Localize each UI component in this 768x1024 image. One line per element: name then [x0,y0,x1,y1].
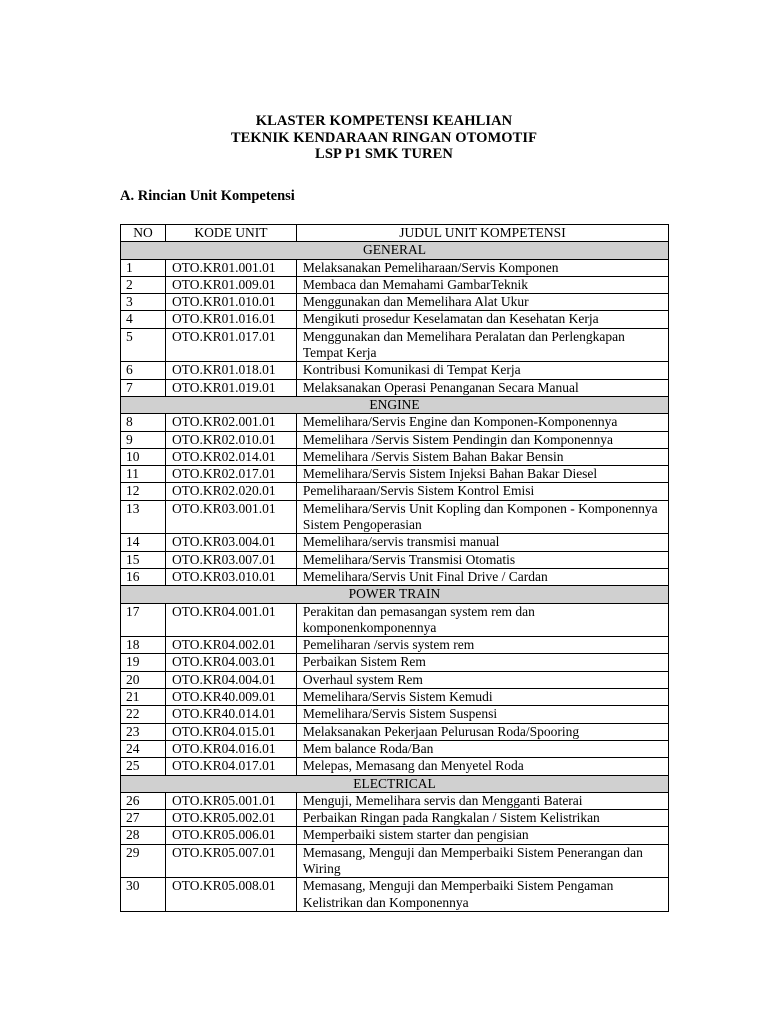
cell-kode-unit: OTO.KR05.007.01 [165,844,296,878]
cell-judul-unit: Memelihara/Servis Transmisi Otomatis [296,551,668,568]
table-row [121,534,669,551]
table-row [121,758,669,775]
cell-no: 23 [121,723,166,740]
cell-kode-unit: OTO.KR02.010.01 [165,431,296,448]
cell-kode-unit: OTO.KR04.003.01 [165,654,296,671]
title-line-3: LSP P1 SMK TUREN [315,146,453,162]
group-label: POWER TRAIN [121,586,669,603]
cell-kode-unit: OTO.KR40.014.01 [165,706,296,723]
table-row [121,379,669,396]
table-row [121,483,669,500]
cell-kode-unit: OTO.KR05.008.01 [165,878,296,912]
cell-no: 13 [121,500,166,534]
table-row [121,810,669,827]
cell-kode-unit: OTO.KR04.016.01 [165,740,296,757]
table-row [121,654,669,671]
cell-judul-unit: Memelihara/Servis Unit Final Drive / Cardan [296,568,668,585]
cell-kode-unit: OTO.KR05.002.01 [165,810,296,827]
cell-judul-unit: Menggunakan dan Memelihara Alat Ukur [296,294,668,311]
cell-kode-unit: OTO.KR05.001.01 [165,792,296,809]
cell-no: 12 [121,483,166,500]
cell-judul-unit: Pemeliharaan/Servis Sistem Kontrol Emisi [296,483,668,500]
table-row [121,671,669,688]
cell-kode-unit: OTO.KR03.010.01 [165,568,296,585]
cell-no: 16 [121,568,166,585]
cell-no: 11 [121,466,166,483]
cell-kode-unit: OTO.KR01.009.01 [165,276,296,293]
cell-kode-unit: OTO.KR05.006.01 [165,827,296,844]
cell-judul-unit: Kontribusi Komunikasi di Tempat Kerja [296,362,668,379]
header-judul-unit: JUDUL UNIT KOMPETENSI [296,225,668,242]
cell-judul-unit: Melepas, Memasang dan Menyetel Roda [296,758,668,775]
table-row [121,740,669,757]
group-label: GENERAL [121,242,669,259]
cell-judul-unit: Memasang, Menguji dan Memperbaiki Sistem Pengaman Kelistrikan dan Komponennya [296,878,668,912]
cell-judul-unit: Memelihara /Servis Sistem Bahan Bakar Bensin [296,448,668,465]
cell-no: 2 [121,276,166,293]
cell-judul-unit: Memelihara/servis transmisi manual [296,534,668,551]
table-row [121,276,669,293]
cell-judul-unit: Perbaikan Ringan pada Rangkalan / Sistem Kelistrikan [296,810,668,827]
table-row [121,294,669,311]
cell-judul-unit: Memelihara/Servis Sistem Kemudi [296,689,668,706]
cell-no: 7 [121,379,166,396]
table-row [121,466,669,483]
cell-no: 27 [121,810,166,827]
table-row [121,689,669,706]
group-label: ELECTRICAL [121,775,669,792]
table-row [121,551,669,568]
cell-kode-unit: OTO.KR04.002.01 [165,637,296,654]
document-title [0,113,768,163]
table-row [121,878,669,912]
cell-kode-unit: OTO.KR01.016.01 [165,311,296,328]
cell-judul-unit: Memelihara /Servis Sistem Pendingin dan Komponennya [296,431,668,448]
cell-kode-unit: OTO.KR02.001.01 [165,414,296,431]
group-row [121,586,669,603]
cell-kode-unit: OTO.KR40.009.01 [165,689,296,706]
cell-judul-unit: Perbaikan Sistem Rem [296,654,668,671]
cell-no: 10 [121,448,166,465]
table-header-row [121,225,669,242]
cell-no: 17 [121,603,166,637]
table-row [121,603,669,637]
cell-kode-unit: OTO.KR01.019.01 [165,379,296,396]
table-row [121,414,669,431]
cell-no: 18 [121,637,166,654]
cell-kode-unit: OTO.KR01.017.01 [165,328,296,362]
cell-judul-unit: Memasang, Menguji dan Memperbaiki Sistem Penerangan dan Wiring [296,844,668,878]
cell-judul-unit: Membaca dan Memahami GambarTeknik [296,276,668,293]
table-row [121,827,669,844]
group-row [121,396,669,413]
cell-no: 14 [121,534,166,551]
header-no: NO [121,225,166,242]
section-heading: A. Rincian Unit Kompetensi [120,188,295,204]
cell-no: 6 [121,362,166,379]
cell-no: 26 [121,792,166,809]
cell-judul-unit: Mengikuti prosedur Keselamatan dan Kesehatan Kerja [296,311,668,328]
competency-table [120,224,669,912]
cell-kode-unit: OTO.KR02.014.01 [165,448,296,465]
table-row [121,568,669,585]
cell-kode-unit: OTO.KR01.018.01 [165,362,296,379]
header-kode-unit: KODE UNIT [165,225,296,242]
cell-kode-unit: OTO.KR01.001.01 [165,259,296,276]
cell-judul-unit: Overhaul system Rem [296,671,668,688]
table-row [121,311,669,328]
group-row [121,775,669,792]
cell-judul-unit: Memelihara/Servis Engine dan Komponen-Komponennya [296,414,668,431]
table-row [121,448,669,465]
cell-kode-unit: OTO.KR03.004.01 [165,534,296,551]
cell-judul-unit: Memelihara/Servis Unit Kopling dan Komponen - Komponennya Sistem Pengoperasian [296,500,668,534]
cell-no: 8 [121,414,166,431]
cell-kode-unit: OTO.KR04.015.01 [165,723,296,740]
cell-no: 21 [121,689,166,706]
table-body [121,242,669,912]
cell-judul-unit: Melaksanakan Pekerjaan Pelurusan Roda/Spooring [296,723,668,740]
table-row [121,259,669,276]
table-row [121,844,669,878]
cell-no: 25 [121,758,166,775]
cell-judul-unit: Menggunakan dan Memelihara Peralatan dan Perlengkapan Tempat Kerja [296,328,668,362]
table-row [121,500,669,534]
cell-kode-unit: OTO.KR02.017.01 [165,466,296,483]
cell-no: 24 [121,740,166,757]
cell-kode-unit: OTO.KR04.001.01 [165,603,296,637]
cell-kode-unit: OTO.KR04.017.01 [165,758,296,775]
cell-no: 15 [121,551,166,568]
cell-kode-unit: OTO.KR02.020.01 [165,483,296,500]
cell-no: 28 [121,827,166,844]
group-row [121,242,669,259]
cell-no: 4 [121,311,166,328]
cell-judul-unit: Perakitan dan pemasangan system rem dan komponenkomponennya [296,603,668,637]
cell-no: 1 [121,259,166,276]
cell-no: 22 [121,706,166,723]
table-row [121,328,669,362]
table-row [121,362,669,379]
cell-judul-unit: Mem balance Roda/Ban [296,740,668,757]
cell-judul-unit: Memelihara/Servis Sistem Suspensi [296,706,668,723]
table-row [121,637,669,654]
cell-judul-unit: Pemeliharan /servis system rem [296,637,668,654]
group-label: ENGINE [121,396,669,413]
cell-judul-unit: Memelihara/Servis Sistem Injeksi Bahan Bakar Diesel [296,466,668,483]
table-row [121,723,669,740]
cell-no: 5 [121,328,166,362]
table-row [121,431,669,448]
cell-no: 29 [121,844,166,878]
cell-kode-unit: OTO.KR01.010.01 [165,294,296,311]
cell-judul-unit: Melaksanakan Operasi Penanganan Secara Manual [296,379,668,396]
cell-no: 3 [121,294,166,311]
cell-no: 30 [121,878,166,912]
title-line-1: KLASTER KOMPETENSI KEAHLIAN [255,113,513,129]
cell-no: 19 [121,654,166,671]
cell-judul-unit: Memperbaiki sistem starter dan pengisian [296,827,668,844]
cell-judul-unit: Melaksanakan Pemeliharaan/Servis Komponen [296,259,668,276]
title-line-2: TEKNIK KENDARAAN RINGAN OTOMOTIF [230,129,538,146]
cell-kode-unit: OTO.KR03.001.01 [165,500,296,534]
cell-judul-unit: Menguji, Memelihara servis dan Mengganti Baterai [296,792,668,809]
table-row [121,706,669,723]
cell-no: 9 [121,431,166,448]
cell-no: 20 [121,671,166,688]
table-row [121,792,669,809]
cell-kode-unit: OTO.KR03.007.01 [165,551,296,568]
cell-kode-unit: OTO.KR04.004.01 [165,671,296,688]
